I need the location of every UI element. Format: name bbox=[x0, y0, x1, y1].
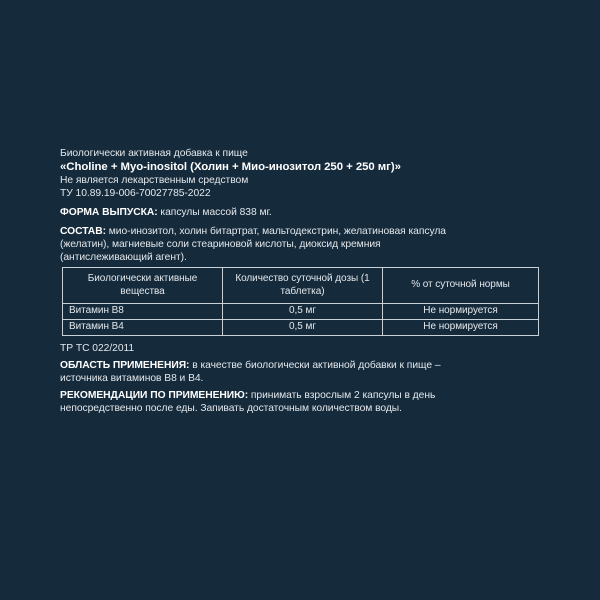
table-cell-substance: Витамин B8 bbox=[63, 304, 223, 320]
recommendations-text-1: принимать взрослым 2 капсулы в день bbox=[248, 390, 436, 401]
composition-line-1 bbox=[60, 225, 550, 238]
composition-line-2: (желатин), магниевые соли стеариновой кислоты, диоксид кремния bbox=[60, 239, 381, 250]
recommendations-label: РЕКОМЕНДАЦИИ ПО ПРИМЕНЕНИЮ: bbox=[60, 390, 249, 401]
table-cell-percent: Не нормируется bbox=[383, 320, 539, 336]
application-line-2: источника витаминов B8 и B4. bbox=[60, 373, 204, 384]
table-row bbox=[63, 304, 539, 320]
table-header-row bbox=[63, 268, 539, 304]
form-section bbox=[60, 206, 550, 219]
table-row bbox=[63, 320, 539, 336]
composition-text-1: мио-инозитол, холин битартрат, мальтодекстрин, желатиновая капсула bbox=[105, 226, 446, 237]
table-cell-substance: Витамин B4 bbox=[63, 320, 223, 336]
composition-label: СОСТАВ: bbox=[60, 226, 106, 237]
product-category: Биологически активная добавка к пище bbox=[60, 148, 248, 159]
product-label bbox=[60, 147, 550, 415]
tu-code: ТУ 10.89.19-006-70027785-2022 bbox=[60, 188, 211, 199]
tr-code: ТР ТС 022/2011 bbox=[60, 343, 135, 354]
table-cell-amount: 0,5 мг bbox=[223, 320, 383, 336]
recommendations-line-1 bbox=[60, 389, 550, 402]
application-label: ОБЛАСТЬ ПРИМЕНЕНИЯ: bbox=[60, 360, 190, 371]
nutrition-table bbox=[62, 267, 539, 336]
application-text-1: в качестве биологически активной добавки к пище – bbox=[189, 360, 441, 371]
form-label: ФОРМА ВЫПУСКА: bbox=[60, 207, 158, 218]
composition-line-3: (антислеживающий агент). bbox=[60, 252, 187, 263]
table-header-substances: Биологически активные вещества bbox=[63, 268, 223, 304]
recommendations-line-2: непосредственно после еды. Запивать достаточным количеством воды. bbox=[60, 403, 402, 414]
not-medicine-notice: Не является лекарственным средством bbox=[60, 175, 249, 186]
table-header-percent: % от суточной нормы bbox=[383, 268, 539, 304]
table-cell-amount: 0,5 мг bbox=[223, 304, 383, 320]
product-title: «Choline + Myo-inositol (Холин + Мио-инозитол 250 + 250 мг)» bbox=[60, 161, 401, 173]
form-text: капсулы массой 838 мг. bbox=[157, 207, 272, 218]
table-cell-percent: Не нормируется bbox=[383, 304, 539, 320]
table-header-amount: Количество суточной дозы (1 таблетка) bbox=[223, 268, 383, 304]
application-line-1 bbox=[60, 359, 550, 372]
